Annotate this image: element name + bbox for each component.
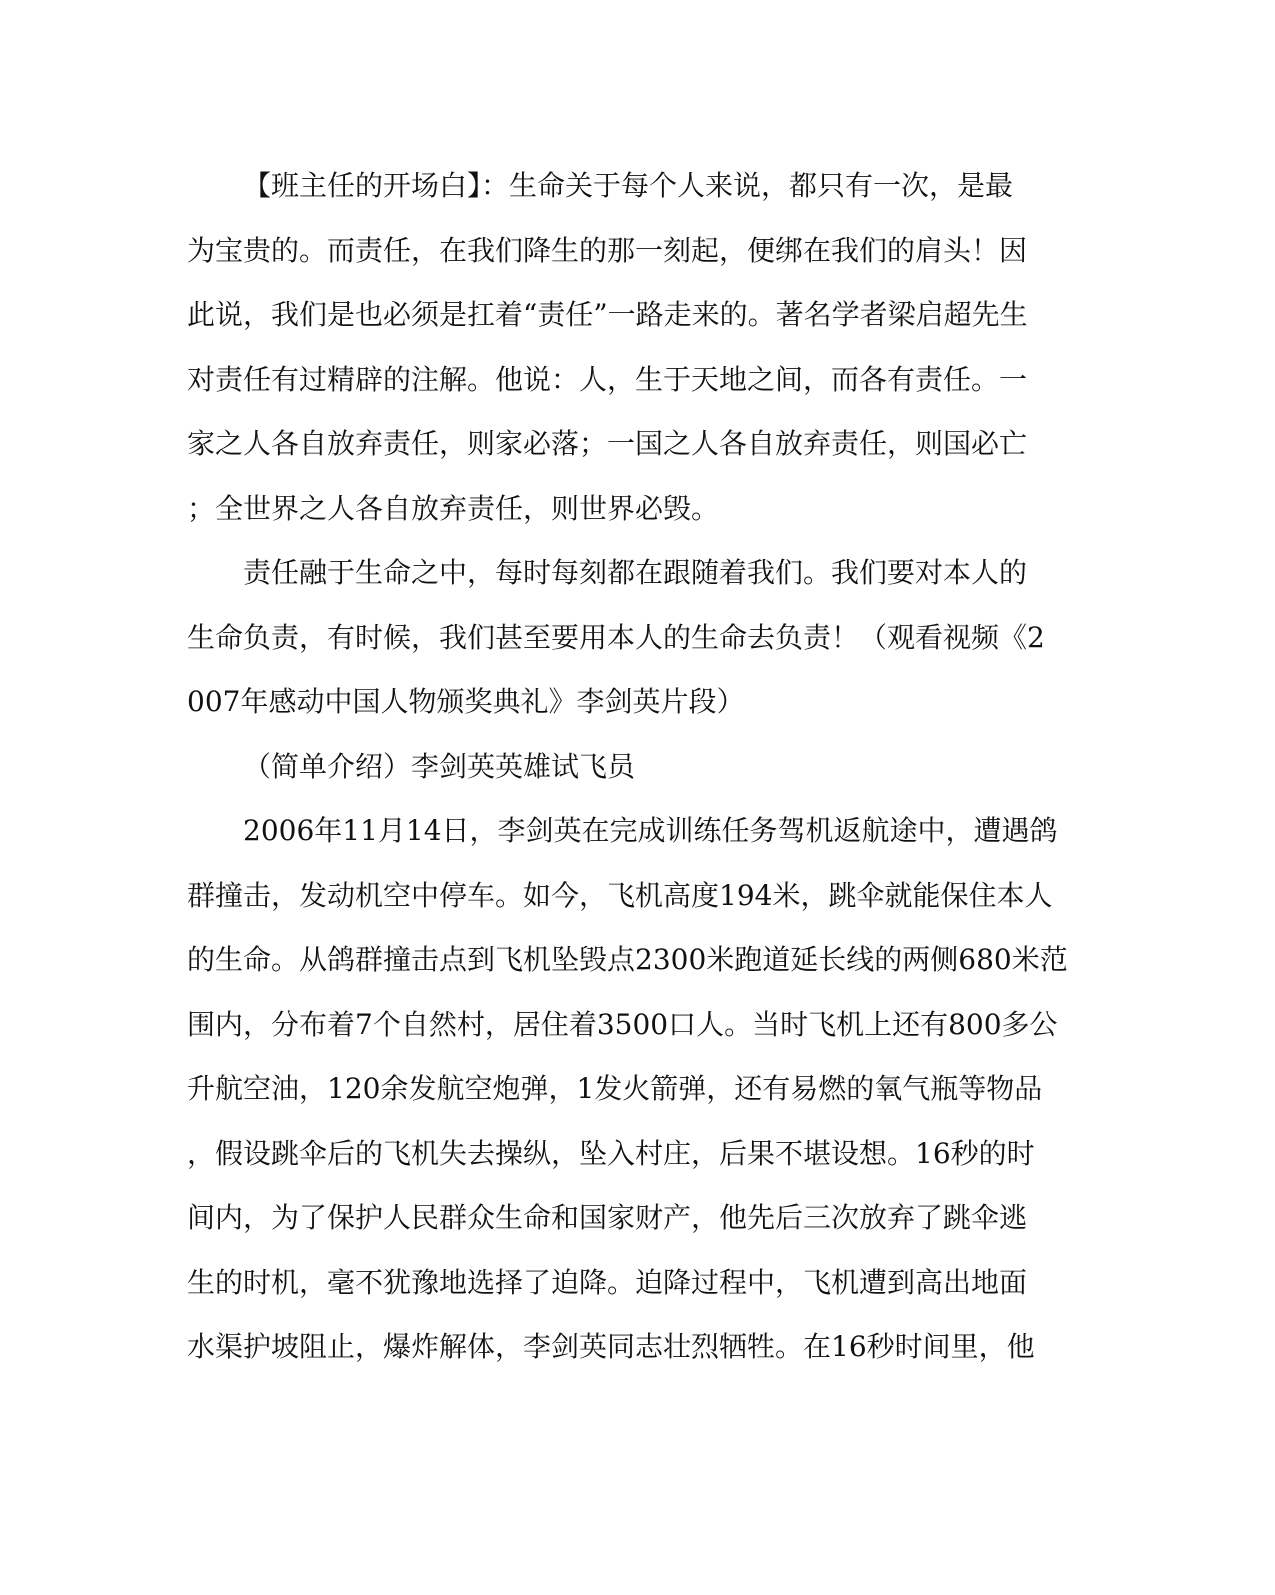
text-line: 对责任有过精辟的注解。他说：人，生于天地之间，而各有责任。一 (187, 362, 1028, 396)
text-line: 群撞击，发动机空中停车。如今，飞机高度194米，跳伞就能保住本人 (187, 878, 1053, 912)
text-line: 2006年11月14日，李剑英在完成训练任务驾机返航途中，遭遇鸽 (243, 814, 1058, 847)
text-line: 为宝贵的。而责任，在我们降生的那一刻起，便绑在我们的肩头！因 (187, 233, 1028, 267)
text-line: （简单介绍）李剑英英雄试飞员 (243, 749, 636, 783)
text-line: 【班主任的开场白】：生命关于每个人来说，都只有一次，是最 (243, 169, 1014, 202)
text-line: 升航空油，120余发航空炮弹，1发火箭弹，还有易燃的氧气瓶等物品 (187, 1072, 1043, 1105)
text-line: 的生命。从鸽群撞击点到飞机坠毁点2300米跑道延长线的两侧680米范 (187, 943, 1068, 976)
paragraph-introduction (187, 735, 1060, 800)
text-line: ；全世界之人各自放弃责任，则世界必毁。 (187, 491, 720, 525)
paragraph-responsibility (187, 541, 1060, 735)
document-page (187, 154, 1068, 1380)
text-line: 生的时机，毫不犹豫地选择了迫降。迫降过程中，飞机遭到高出地面 (187, 1265, 1028, 1299)
text-line: 间内，为了保护人民群众生命和国家财产，他先后三次放弃了跳伞逃 (187, 1201, 1028, 1234)
text-line: 此说，我们是也必须是扛着“责任”一路走来的。著名学者梁启超先生 (187, 298, 1028, 331)
text-line: 水渠护坡阻止，爆炸解体，李剑英同志壮烈牺牲。在16秒时间里，他 (187, 1330, 1035, 1363)
text-line: 家之人各自放弃责任，则家必落；一国之人各自放弃责任，则国必亡 (187, 427, 1028, 460)
text-line: 责任融于生命之中，每时每刻都在跟随着我们。我们要对本人的 (243, 556, 1028, 589)
text-line: ，假设跳伞后的飞机失去操纵，坠入村庄，后果不堪设想。16秒的时 (187, 1136, 1035, 1170)
text-line: 生命负责，有时候，我们甚至要用本人的生命去负责！（观看视频《2 (187, 620, 1045, 654)
paragraph-story (187, 799, 1068, 1380)
paragraph-opening (187, 154, 1060, 541)
text-line: 围内，分布着7个自然村，居住着3500口人。当时飞机上还有800多公 (187, 1007, 1058, 1041)
text-line: 007年感动中国人物颁奖典礼》李剑英片段） (187, 685, 745, 718)
